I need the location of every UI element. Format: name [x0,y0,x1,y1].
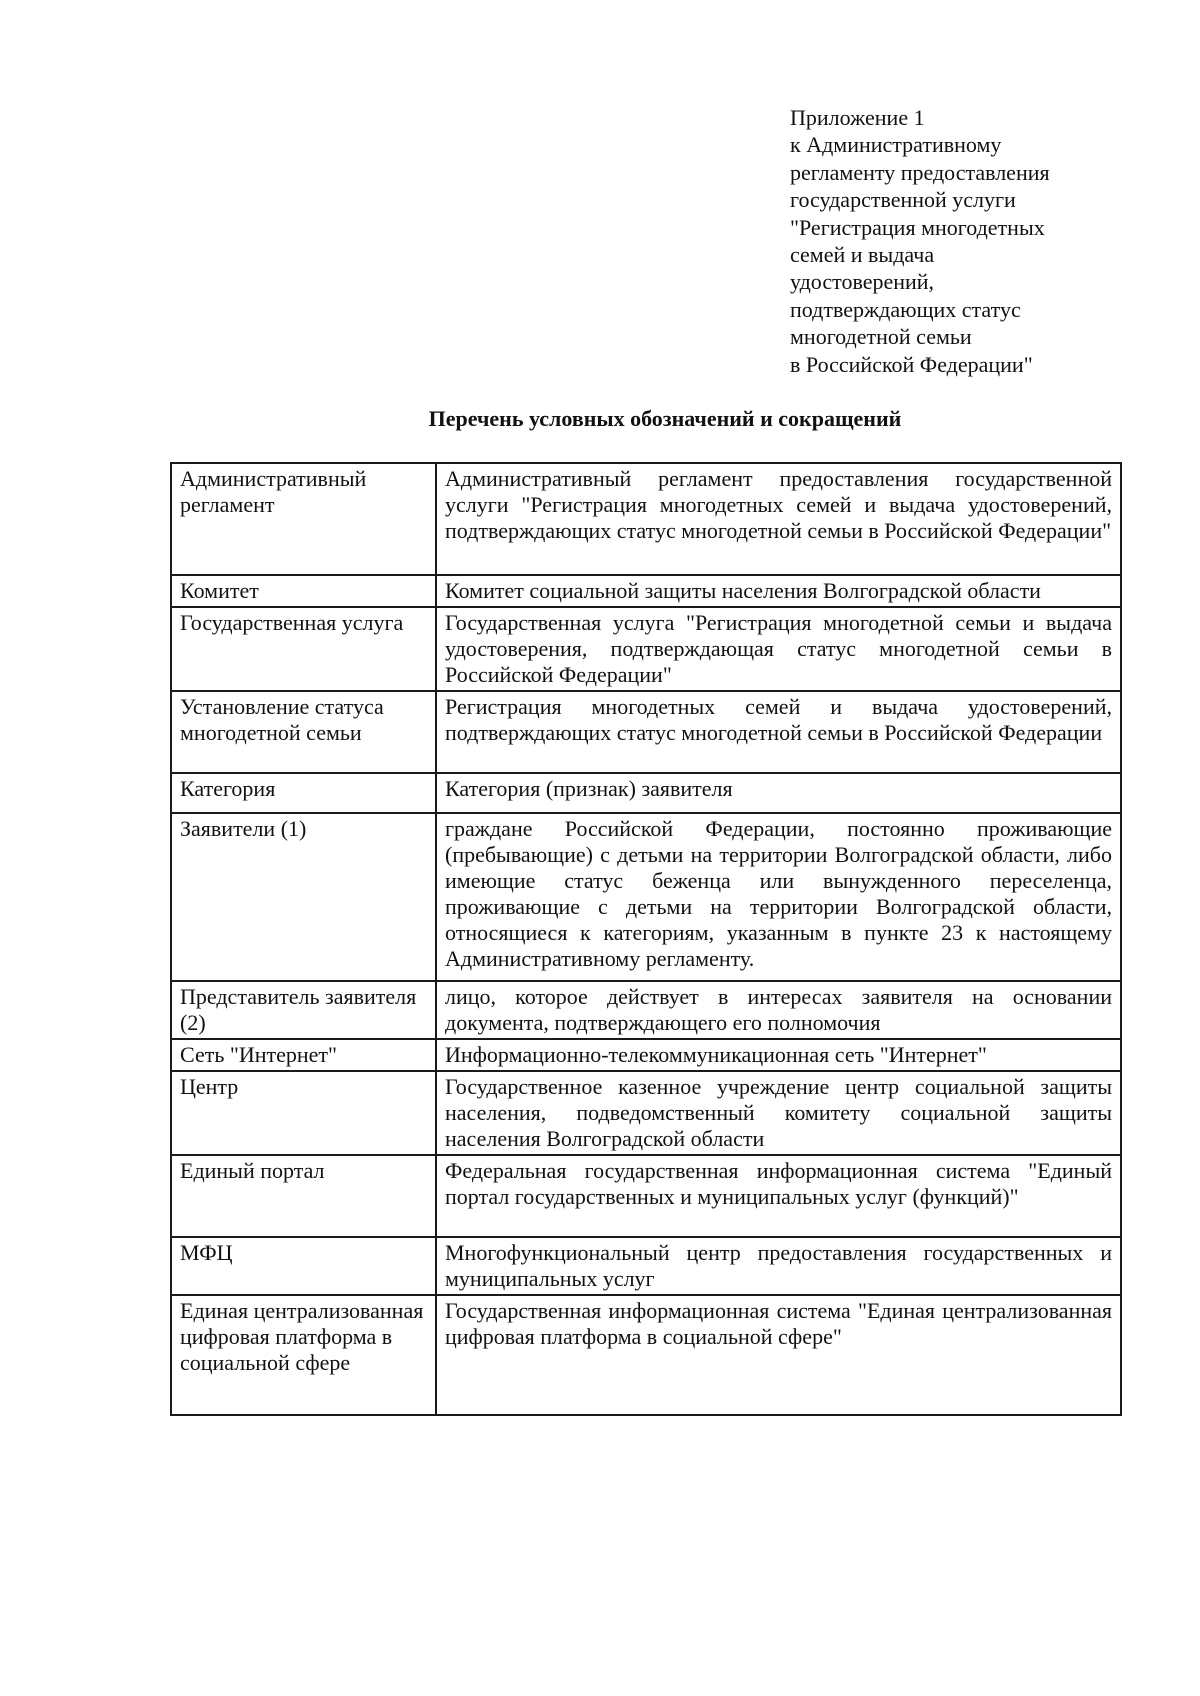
appendix-line: подтверждающих статус [790,296,1021,322]
term-cell: Единая централизованная цифровая платформа в социальной сфере [171,1295,436,1415]
definition-cell: граждане Российской Федерации, постоянно проживающие (пребывающие) с детьми на территории Волгоградской области, либо имеющие статус беженца или вынужденного переселенца, проживающие с детьми на территории Волгоградской области, относящиеся к категориям, указанным в пункте 23 к настоящему Административному регламенту. [436,813,1121,981]
appendix-line: регламенту предоставления [790,159,1050,185]
term-cell: Государственная услуга [171,607,436,691]
term-cell: Сеть "Интернет" [171,1039,436,1071]
definition-cell: Государственная информационная система "Единая централизованная цифровая платформа в социальной сфере" [436,1295,1121,1415]
table-row [171,607,1121,691]
definition-cell: Государственное казенное учреждение центр социальной защиты населения, подведомственный комитету социальной защиты населения Волгоградской области [436,1071,1121,1155]
term-cell: Категория [171,773,436,813]
appendix-line: многодетной семьи [790,324,972,350]
table-row [171,575,1121,607]
term-cell: Административный регламент [171,463,436,575]
appendix-line: в Российской Федерации" [790,351,1033,377]
table-row [171,463,1121,575]
table-row [171,981,1121,1039]
appendix-line: к Административному [790,132,1002,158]
table-row [171,1039,1121,1071]
abbreviations-table [170,462,1122,1416]
definition-cell: Информационно-телекоммуникационная сеть "Интернет" [436,1039,1121,1071]
term-cell: Комитет [171,575,436,607]
table-row [171,813,1121,981]
term-cell: Центр [171,1071,436,1155]
appendix-line: Приложение 1 [790,105,925,130]
table-row [171,1237,1121,1295]
table-row [171,773,1121,813]
term-cell: МФЦ [171,1237,436,1295]
table-row [171,1155,1121,1237]
term-cell: Заявители (1) [171,813,436,981]
definition-cell: Комитет социальной защиты населения Волгоградской области [436,575,1121,607]
table-row [171,691,1121,773]
definition-cell: Категория (признак) заявителя [436,773,1121,813]
table-row [171,1295,1121,1415]
table-row [171,1071,1121,1155]
appendix-line: "Регистрация многодетных [790,214,1045,240]
term-cell: Единый портал [171,1155,436,1237]
appendix-line: государственной услуги [790,187,1016,213]
definition-cell: Федеральная государственная информационная система "Единый портал государственных и муниципальных услуг (функций)" [436,1155,1121,1237]
appendix-line: семей и выдача [790,242,935,268]
appendix-header [790,104,1150,378]
term-cell: Установление статуса многодетной семьи [171,691,436,773]
definition-cell: Государственная услуга "Регистрация многодетной семьи и выдача удостоверения, подтверждающая статус многодетной семьи в Российской Федерации" [436,607,1121,691]
definition-cell: Регистрация многодетных семей и выдача удостоверений, подтверждающих статус многодетной семьи в Российской Федерации [436,691,1121,773]
definition-cell: Многофункциональный центр предоставления государственных и муниципальных услуг [436,1237,1121,1295]
document-title: Перечень условных обозначений и сокращений [428,406,902,431]
definition-cell: Административный регламент предоставления государственной услуги "Регистрация многодетных семей и выдача удостоверений, подтверждающих статус многодетной семьи в Российской Федерации" [436,463,1121,575]
appendix-line: удостоверений, [790,269,935,295]
definition-cell: лицо, которое действует в интересах заявителя на основании документа, подтверждающего его полномочия [436,981,1121,1039]
term-cell: Представитель заявителя (2) [171,981,436,1039]
